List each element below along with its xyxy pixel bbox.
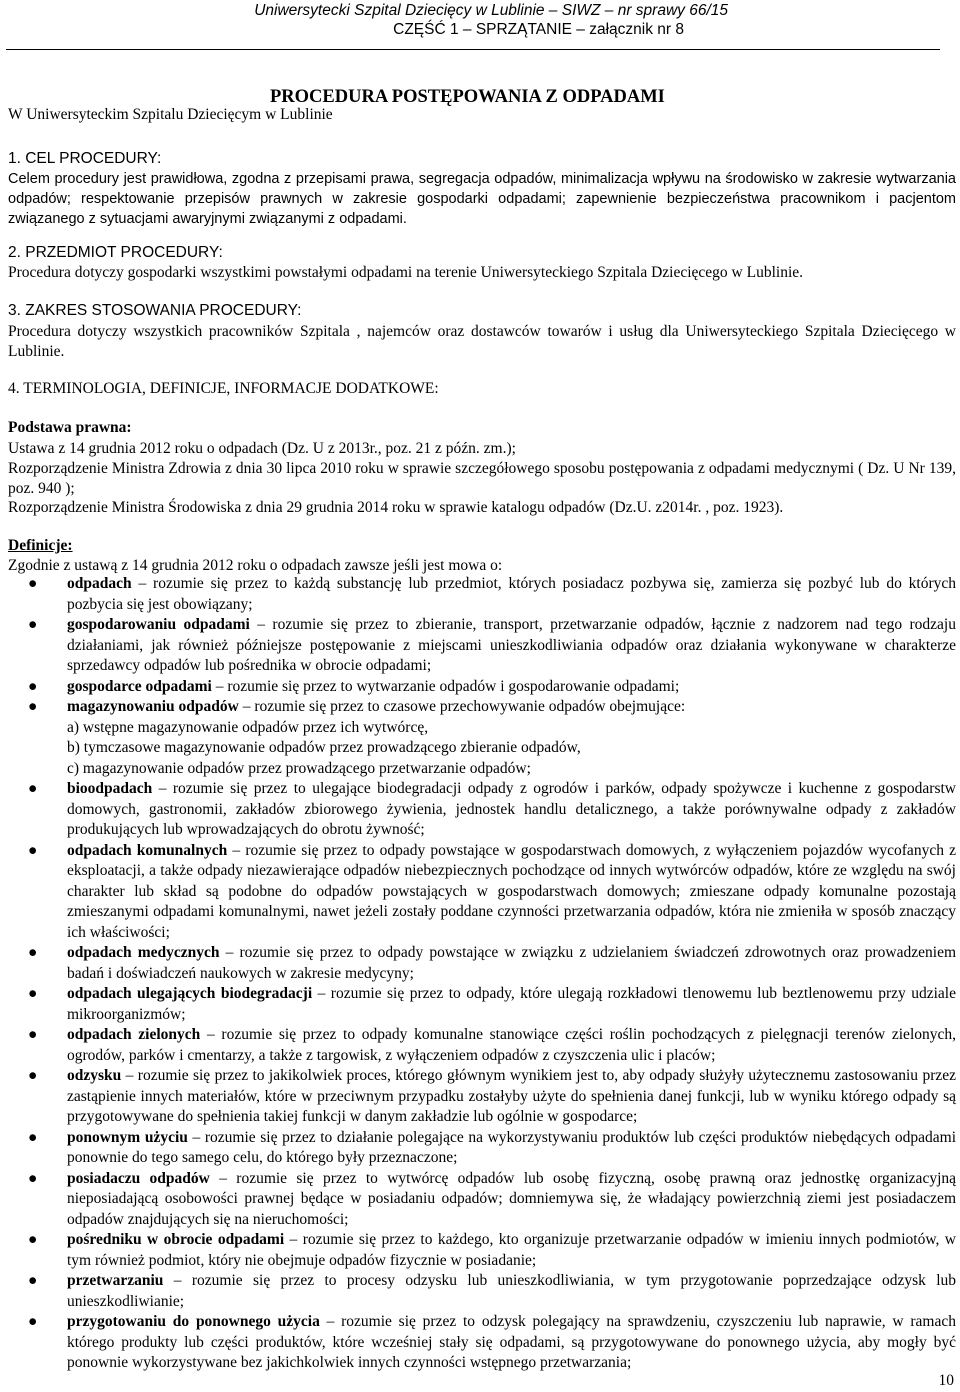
definition-text: – rozumie się przez to odpady komunalne stanowiące części roślin pochodzących z pielęgnacji terenów zielonych, ogrodów, parków i cmentarzy, a także z targowisk, z wyłączeniem odpadów z czyszczenia ulic i placów; <box>67 1026 957 1064</box>
header-line-1: Uniwersytecki Szpital Dziecięcy w Lublinie – SIWZ – nr sprawy 66/15 <box>254 2 728 19</box>
bullet-icon: ● <box>28 1067 38 1084</box>
section-1-text: Celem procedury jest prawidłowa, zgodna z przepisami prawa, segregacja odpadów, minimalizacja wpływu na środowisko w zakresie wytwarzania odpadów; respektowanie przepisów prawnych w zakresie gospodarki odpadami; zapewnienie bezpieczeństwa pracownikom i pacjentom związanego z sytuacjami awaryjnymi związanymi z odpadami. <box>8 171 956 227</box>
definition-term: przetwarzaniu <box>67 1272 164 1289</box>
definition-term: ponownym użyciu <box>67 1128 188 1146</box>
definition-term: odpadach medycznych <box>67 944 220 961</box>
definition-item <box>0 841 956 944</box>
definition-text: – rozumie się przez to odpady powstające w gospodarstwach domowych, z wyłączeniem pojazdów wycofanych z eksploatacji, a także odpady niezawierające odpadów niebezpiecznych pochodzące od innych wytwórców odpadów, które ze względu na swój charakter lub skład są podobne do odpadów powstających w gospodarstwach domowych; zmieszane odpady komunalne pozostają zmieszanymi odpadami komunalnymi, nawet jeżeli zostały poddane czynności przetwarzania odpadów, która nie zmieniła w sposób znaczący ich właściwości; <box>67 841 956 941</box>
document-subtitle: W Uniwersyteckim Szpitalu Dziecięcym w Lublinie <box>8 106 333 123</box>
header-rule <box>6 49 940 50</box>
bullet-icon: ● <box>28 698 38 715</box>
definitions-list <box>0 574 960 1374</box>
definitions-label: Definicje: <box>8 537 73 554</box>
bullet-icon: ● <box>28 1128 38 1146</box>
definition-term: odpadach ulegających biodegradacji <box>67 985 313 1002</box>
bullet-icon: ● <box>28 780 38 797</box>
section-2-text: Procedura dotyczy gospodarki wszystkimi powstałymi odpadami na terenie Uniwersyteckiego Szpitala Dziecięcego w Lublinie. <box>8 264 804 281</box>
definition-term: magazynowaniu odpadów <box>67 698 239 715</box>
bullet-icon: ● <box>28 575 38 592</box>
legal-basis-3: Rozporządzenie Ministra Środowiska z dnia 29 grudnia 2014 roku w sprawie katalogu odpadów (Dz.U. z2014r. , poz. 1923). <box>8 499 784 516</box>
definition-item <box>0 677 956 698</box>
definition-item <box>0 1271 956 1312</box>
definition-term: odpadach zielonych <box>67 1026 201 1043</box>
document-title: PROCEDURA POSTĘPOWANIA Z ODPADAMI <box>270 87 665 107</box>
definition-item <box>0 943 956 984</box>
bullet-icon: ● <box>28 1169 38 1187</box>
section-3-text: Procedura dotyczy wszystkich pracowników Szpitala , najemców oraz dostawców towarów i usług dla Uniwersyteckiego Szpitala Dziecięcego w Lublinie. <box>8 323 956 360</box>
definition-item <box>0 1169 956 1231</box>
legal-basis-label: Podstawa prawna: <box>8 419 132 436</box>
storage-subitem: c) magazynowanie odpadów przez prowadzącego przetwarzanie odpadów; <box>67 759 531 777</box>
definition-text: – rozumie się przez to zbieranie, transport, przetwarzanie odpadów, łącznie z nadzorem nad tego rodzaju działaniami, jak również późniejsze postępowanie z miejscami unieszkodliwiania odpadów oraz działania wykonywane w charakterze sprzedawcy odpadów lub pośrednika w obrocie odpadami; <box>67 616 956 674</box>
definition-term: odzysku <box>67 1067 122 1084</box>
definition-text: – rozumie się przez to jakikolwiek proces, którego głównym wynikiem jest to, aby odpady służyły użytecznemu zastosowaniu przez zastąpienie innych materiałów, które w przeciwnym przypadku zostałyby użyte do spełnienia danej funkcji, lub w wyniku którego odpady są przygotowywane do spełnienia takiej funkcji w danym zakładzie lub ogólnie w gospodarce; <box>67 1067 956 1125</box>
storage-subitem: a) wstępne magazynowanie odpadów przez ich wytwórcę, <box>67 718 429 736</box>
bullet-icon: ● <box>28 985 38 1002</box>
definition-text: – rozumie się przez to każdego, kto organizuje przetwarzanie odpadów w imieniu innych podmiotów, w tym również podmiot, który nie obejmuje odpadów fizycznie w posiadanie; <box>67 1231 956 1269</box>
header-line-2: CZĘŚĆ 1 – SPRZĄTANIE – załącznik nr 8 <box>393 21 684 38</box>
bullet-icon: ● <box>28 841 38 859</box>
definition-term: gospodarowaniu odpadami <box>67 616 250 633</box>
definition-term: przygotowaniu do ponownego użycia <box>67 1313 320 1330</box>
definition-item <box>0 1025 956 1066</box>
definition-item <box>0 1066 956 1128</box>
definition-text: – rozumie się przez to wytwarzanie odpadów i gospodarowanie odpadami; <box>211 677 680 695</box>
storage-subitem: b) tymczasowe magazynowanie odpadów przez prowadzącego zbieranie odpadów, <box>67 739 581 756</box>
definitions-intro: Zgodnie z ustawą z 14 grudnia 2012 roku o odpadach zawsze jeśli jest mowa o: <box>8 557 503 574</box>
definition-text: – rozumie się przez to odpady, które ulegają rozkładowi tlenowemu lub beztlenowemu przy udziale mikroorganizmów; <box>67 985 956 1023</box>
definition-item <box>0 697 956 718</box>
definition-item <box>0 615 956 677</box>
definition-term: bioodpadach <box>67 780 153 797</box>
definition-text: – rozumie się przez to odzysk polegający na sprawdzeniu, czyszczeniu lub naprawie, w ramach którego produkty lub części produktów, które wcześniej stały się odpadami, są przygotowywane do ponownego użycia, aby mogły być ponownie wykorzystywane bez jakichkolwiek innych czynności wstępnego przetwarzania; <box>67 1313 957 1371</box>
definition-item <box>0 1128 956 1169</box>
definition-text: – rozumie się przez to działanie polegające na wykorzystywaniu produktów lub części produktów niebędących odpadami ponownie do tego samego celu, do którego były przeznaczone; <box>67 1128 956 1166</box>
bullet-icon: ● <box>28 1026 38 1043</box>
bullet-icon: ● <box>28 1272 38 1289</box>
definition-item <box>0 1230 956 1271</box>
definition-item <box>0 984 956 1025</box>
bullet-icon: ● <box>28 1231 38 1248</box>
bullet-icon: ● <box>28 944 38 961</box>
definition-item <box>0 574 956 615</box>
section-2-heading: 2. PRZEDMIOT PROCEDURY: <box>8 244 223 261</box>
definition-text: – rozumie się przez to każdą substancję lub przedmiot, których posiadacz pozbywa się, zamierza się pozbyć lub do których pozbycia się jest obowiązany; <box>67 575 956 613</box>
section-1-heading: 1. CEL PROCEDURY: <box>8 150 162 167</box>
page-number: 10 <box>938 1372 954 1389</box>
definition-term: odpadach <box>67 575 132 592</box>
definition-term: posiadaczu odpadów <box>67 1169 210 1187</box>
bullet-icon: ● <box>28 1313 38 1330</box>
section-4-heading: 4. TERMINOLOGIA, DEFINICJE, INFORMACJE DODATKOWE: <box>8 380 439 397</box>
definition-item <box>0 779 956 841</box>
bullet-icon: ● <box>28 616 38 633</box>
definition-text: – rozumie się przez to ulegające biodegradacji odpady z ogrodów i parków, odpady spożywcze i kuchenne z gospodarstw domowych, gastronomii, zakładów zbiorowego żywienia, jednostek handlu detalicznego, a także porównywalne odpady z zakładów produkujących lub wprowadzających do obrotu żywność; <box>67 780 956 838</box>
definition-text: – rozumie się przez to odpady powstające w związku z udzielaniem świadczeń zdrowotnych oraz prowadzeniem badań i doświadczeń naukowych w zakresie medycyny; <box>67 944 956 982</box>
definition-term: gospodarce odpadami <box>67 677 212 695</box>
definition-item <box>0 1312 956 1374</box>
bullet-icon: ● <box>28 677 38 695</box>
definition-term: pośredniku w obrocie odpadami <box>67 1231 285 1248</box>
definition-text: – rozumie się przez to procesy odzysku lub unieszkodliwiania, w tym przygotowanie poprzedzające odzysk lub unieszkodliwianie; <box>67 1272 956 1310</box>
legal-basis-2: Rozporządzenie Ministra Zdrowia z dnia 30 lipca 2010 roku w sprawie szczegółowego sposobu postępowania z odpadami medycznymi ( Dz. U Nr 139, poz. 940 ); <box>8 460 956 497</box>
definition-text: – rozumie się przez to wytwórcę odpadów lub osobę fizyczną, osobę prawną oraz jednostkę organizacyjną nieposiadającą osobowości prawnej będące w posiadaniu odpadów; domniemywa się, że władający powierzchnią ziemi jest posiadaczem odpadów znajdujących się na nieruchomości; <box>67 1169 957 1228</box>
section-3-heading: 3. ZAKRES STOSOWANIA PROCEDURY: <box>8 302 302 319</box>
definition-text: – rozumie się przez to czasowe przechowywanie odpadów obejmujące: <box>238 698 686 715</box>
definition-term: odpadach komunalnych <box>67 841 228 859</box>
legal-basis-1: Ustawa z 14 grudnia 2012 roku o odpadach (Dz. U z 2013r., poz. 21 z późn. zm.); <box>8 440 516 457</box>
